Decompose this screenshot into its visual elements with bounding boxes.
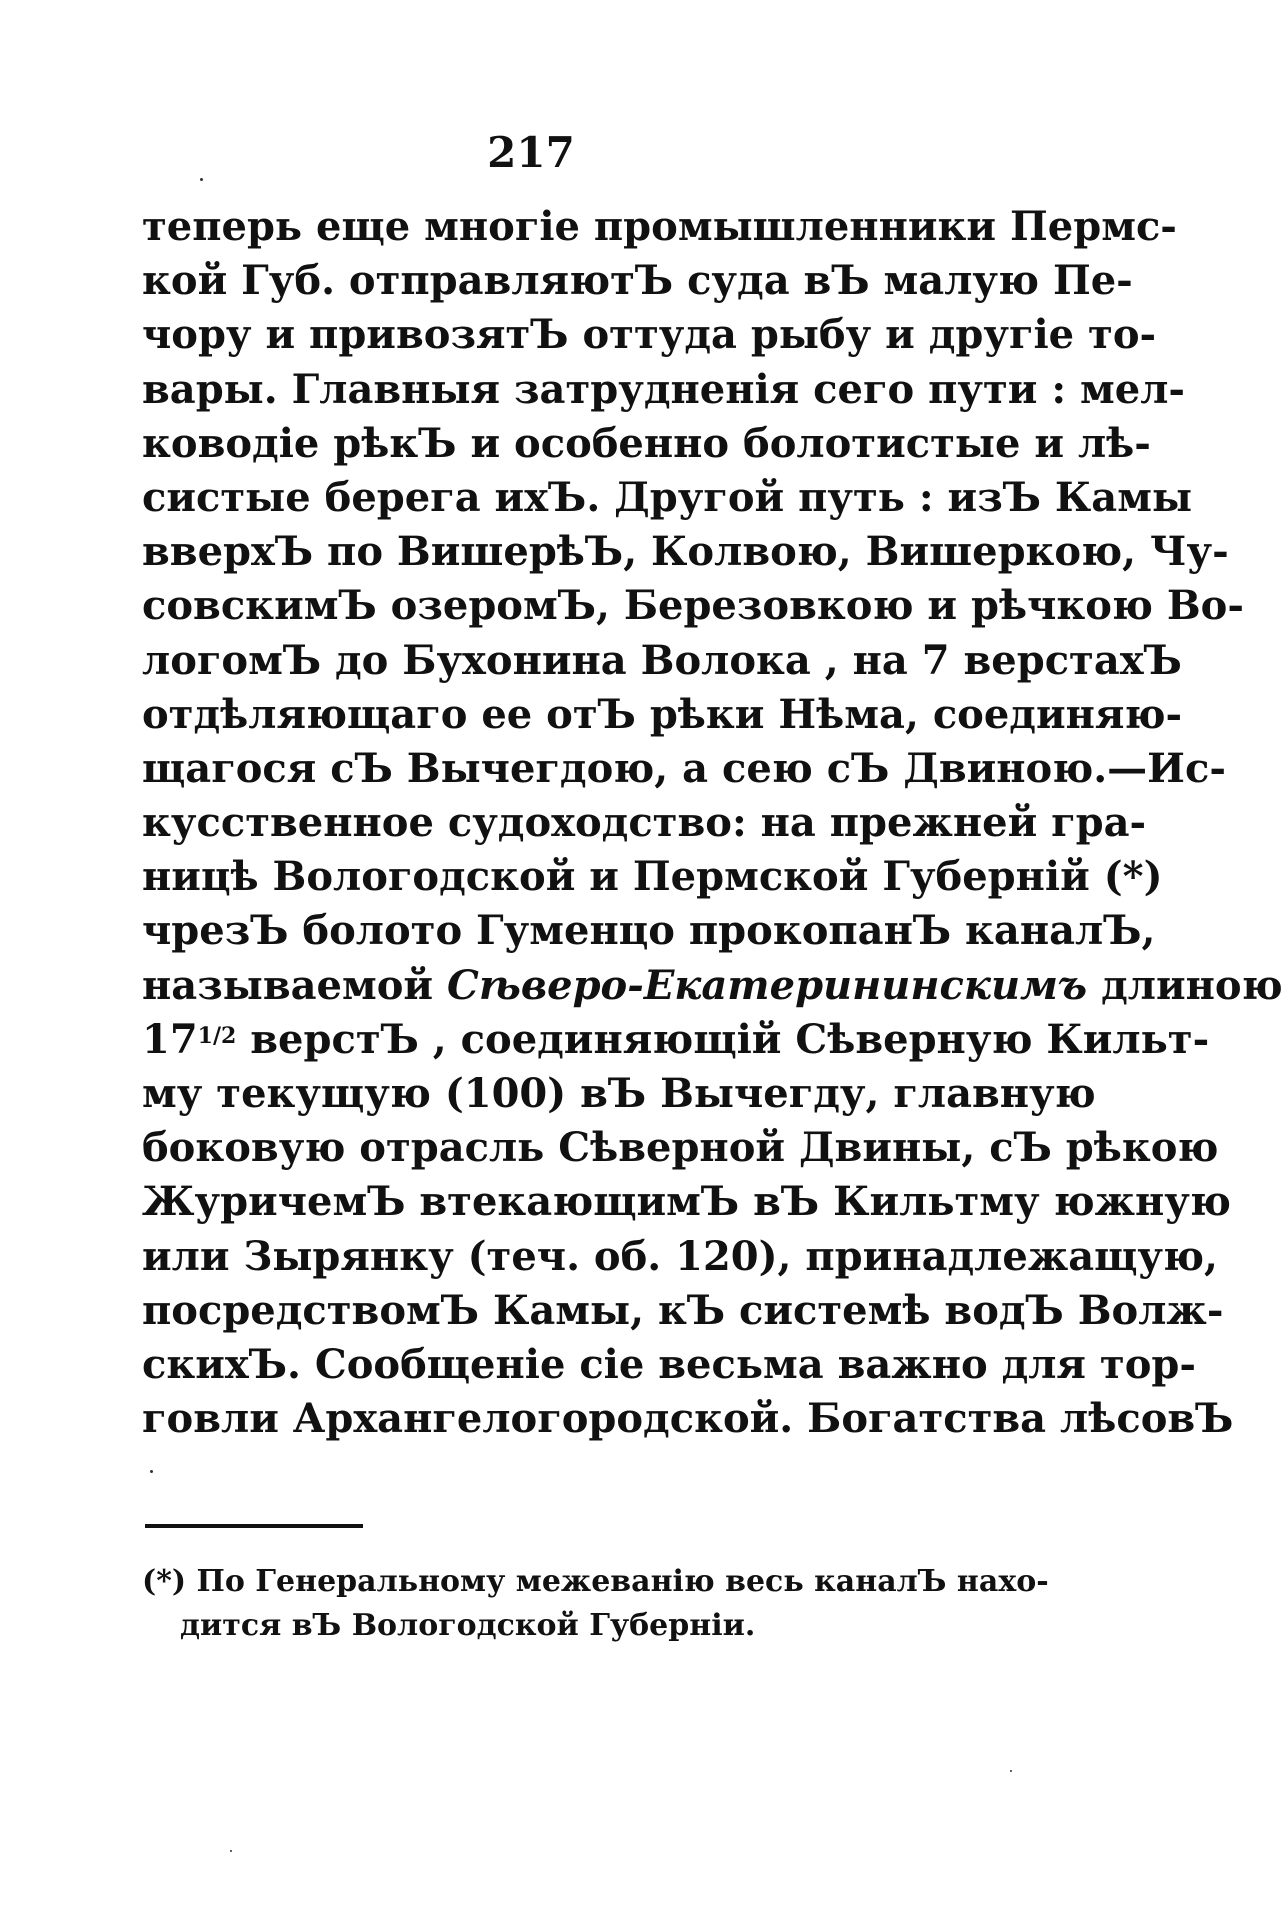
body-text xyxy=(142,200,1283,1446)
text-line: ЖуричемЪ втекающимЪ вЪ Кильтму южную xyxy=(142,1178,1231,1226)
footnote-line: дится вЪ Вологодской Губерніи. xyxy=(180,1608,756,1643)
text-line: посредствомЪ Камы, кЪ системѣ водЪ Волж- xyxy=(142,1286,1224,1334)
length-fraction: 1/2 xyxy=(197,1022,237,1049)
text-line: или Зырянку (теч. об. 120), принадлежащую, xyxy=(142,1232,1218,1280)
paper-speck xyxy=(150,1470,153,1473)
text-line: вверхЪ по ВишерѣЪ, Колвою, Вишеркою, Чу- xyxy=(142,528,1229,576)
text-line: отдѣляющаго ее отЪ рѣки Нѣма, соединяю- xyxy=(142,690,1183,738)
text-fragment: верстЪ , соединяющій Сѣверную Кильт- xyxy=(250,1015,1210,1063)
text-line: боковую отрасль Сѣверной Двины, сЪ рѣкою xyxy=(142,1124,1219,1172)
text-line: кусственное судоходство: на прежней гра- xyxy=(142,799,1147,847)
text-line: чрезЪ болото Гуменцо прокопанЪ каналЪ, xyxy=(142,907,1156,955)
text-line: скихЪ. Сообщеніе сіе весьма важно для тор- xyxy=(142,1340,1196,1388)
paper-speck xyxy=(200,178,203,181)
text-line: кой Губ. отправляютЪ суда вЪ малую Пе- xyxy=(142,257,1133,305)
page-number-text: 217 xyxy=(487,128,575,177)
text-line: логомЪ до Бухонина Волока , на 7 верстахЪ xyxy=(142,636,1182,684)
text-line: щагося сЪ Вычегдою, а сею сЪ Двиною.—Ис- xyxy=(142,744,1226,792)
text-line-length xyxy=(142,1013,1210,1067)
text-line: чору и привозятЪ оттуда рыбу и другіе то- xyxy=(142,311,1157,359)
length-number: 17 xyxy=(142,1015,198,1063)
text-line: ницѣ Вологодской и Пермской Губерній (*) xyxy=(142,853,1163,901)
text-line: вары. Главныя затрудненія сего пути : мел- xyxy=(142,365,1186,413)
text-line: совскимЪ озеромЪ, Березовкою и рѣчкою Во- xyxy=(142,582,1244,630)
text-line: говли Архангелогородской. Богатства лѣсовЪ xyxy=(142,1395,1234,1443)
footnote xyxy=(142,1560,1049,1648)
page-number xyxy=(0,128,1140,177)
text-line-canal-name xyxy=(142,959,1283,1013)
footnote-line: (*) По Генеральному межеванію весь каналЪ нахо- xyxy=(142,1564,1049,1599)
text-line: теперь еще многіе промышленники Пермс- xyxy=(142,203,1177,250)
text-line: ководіе рѣкЪ и особенно болотистые и лѣ- xyxy=(142,419,1151,467)
text-line: систые берега ихЪ. Другой путь : изЪ Камы xyxy=(142,473,1193,521)
text-fragment: длиною xyxy=(1101,961,1283,1009)
text-line: му текущую (100) вЪ Вычегду, главную xyxy=(142,1070,1096,1117)
canal-name-italic: Сѣверо-Екатерининскимъ xyxy=(447,961,1088,1009)
paper-speck xyxy=(230,1850,232,1852)
text-fragment: называемой xyxy=(142,961,434,1009)
paper-speck xyxy=(1010,1770,1012,1772)
footnote-rule xyxy=(145,1524,363,1528)
